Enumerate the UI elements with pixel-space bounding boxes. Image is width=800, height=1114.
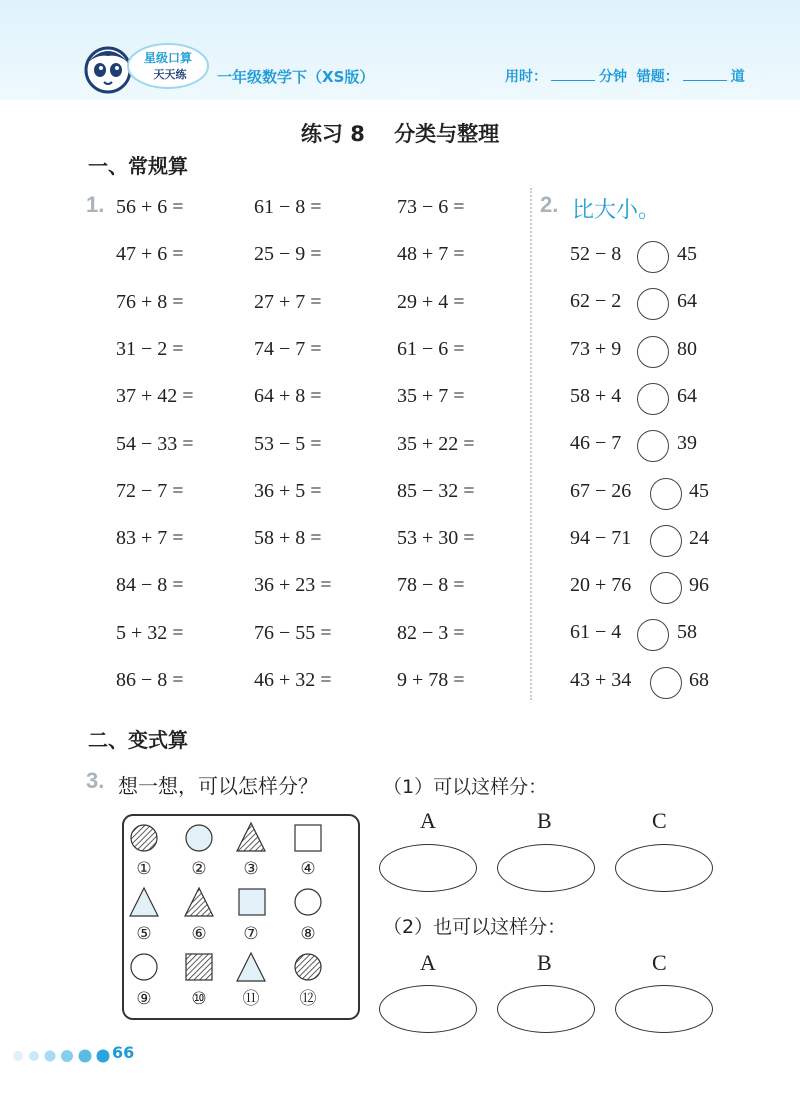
compare-left-10: 43 + 34 <box>570 669 632 691</box>
equation-r11-c3: 9 + 78 = <box>397 669 465 691</box>
equation-r5-c3: 35 + 7 = <box>397 385 465 407</box>
question-1-number: 1. <box>86 192 105 217</box>
group-label-a: A <box>420 950 436 975</box>
compare-left-2: 62 − 2 <box>570 290 622 312</box>
compare-left-5: 46 − 7 <box>570 432 622 454</box>
errors-blank[interactable] <box>683 80 727 81</box>
subquestion-1: （1）可以这样分： <box>383 776 548 798</box>
compare-circle-4[interactable] <box>637 383 669 415</box>
question-2-title: 比大小。 <box>572 198 661 223</box>
equation-r7-c2: 36 + 5 = <box>254 480 322 502</box>
page-number: 66 <box>112 1043 135 1062</box>
page-title: 练习 8 分类与整理 <box>300 122 500 146</box>
group-label-a: A <box>420 808 436 833</box>
compare-right-10: 68 <box>689 669 709 691</box>
shape-1-hatched-circle <box>131 825 157 851</box>
equation-r5-c2: 64 + 8 = <box>254 385 322 407</box>
equation-r7-c1: 72 − 7 = <box>116 480 184 502</box>
shape-label: ② <box>191 859 207 879</box>
compare-left-7: 94 − 71 <box>570 527 632 549</box>
equation-r9-c1: 84 − 8 = <box>116 574 184 596</box>
shape-label: ⑩ <box>191 989 207 1009</box>
shape-label: ⑧ <box>300 924 316 944</box>
compare-circle-8[interactable] <box>650 572 682 604</box>
shape-label: ⑨ <box>136 989 152 1009</box>
compare-left-3: 73 + 9 <box>570 338 622 360</box>
equation-r10-c3: 82 − 3 = <box>397 622 465 644</box>
time-blank[interactable] <box>551 80 595 81</box>
logo-subtitle: 天天练 <box>153 68 187 81</box>
equation-r8-c1: 83 + 7 = <box>116 527 184 549</box>
equation-r11-c2: 46 + 32 = <box>254 669 332 691</box>
equation-r4-c1: 31 − 2 = <box>116 338 184 360</box>
equation-r6-c3: 35 + 22 = <box>397 433 475 455</box>
equation-r1-c2: 61 − 8 = <box>254 196 322 218</box>
compare-right-1: 45 <box>677 243 697 265</box>
compare-left-1: 52 − 8 <box>570 243 622 265</box>
time-unit: 分钟 <box>599 69 627 85</box>
equation-r9-c3: 78 − 8 = <box>397 574 465 596</box>
equation-r7-c3: 85 − 32 = <box>397 480 475 502</box>
group-label-c: C <box>652 950 667 975</box>
equation-r1-c1: 56 + 6 = <box>116 196 184 218</box>
question-3-number: 3. <box>86 768 105 793</box>
answer-oval-1a[interactable] <box>379 844 477 892</box>
equation-r4-c2: 74 − 7 = <box>254 338 322 360</box>
errors-unit: 道 <box>730 69 745 85</box>
compare-right-4: 64 <box>677 385 697 407</box>
answer-oval-1b[interactable] <box>497 844 595 892</box>
shape-label: ⑦ <box>243 924 259 944</box>
compare-circle-5[interactable] <box>637 430 669 462</box>
equation-r6-c2: 53 − 5 = <box>254 433 322 455</box>
shape-label: ③ <box>243 859 259 879</box>
compare-circle-7[interactable] <box>650 525 682 557</box>
compare-circle-6[interactable] <box>650 478 682 510</box>
section-1-heading: 一、常规算 <box>88 154 188 178</box>
shape-8-circle <box>295 889 321 915</box>
shape-12-hatched-circle <box>295 954 321 980</box>
compare-left-9: 61 − 4 <box>570 621 622 643</box>
shape-label: ⑥ <box>191 924 207 944</box>
logo-title: 星级口算 <box>143 51 193 65</box>
book-title: 一年级数学下（XS版） <box>217 68 375 86</box>
footer-dots-decoration <box>10 1046 110 1066</box>
compare-right-3: 80 <box>677 338 697 360</box>
equation-r10-c2: 76 − 55 = <box>254 622 332 644</box>
time-errors-fields <box>505 66 745 86</box>
compare-left-8: 20 + 76 <box>570 574 632 596</box>
compare-right-7: 24 <box>689 527 709 549</box>
compare-circle-9[interactable] <box>637 619 669 651</box>
equation-r3-c1: 76 + 8 = <box>116 291 184 313</box>
time-label: 用时： <box>505 69 547 85</box>
equation-r8-c3: 53 + 30 = <box>397 527 475 549</box>
shape-label: ⑪ <box>242 989 260 1009</box>
shape-label: ⑤ <box>136 924 152 944</box>
shape-7-blue-square <box>239 889 265 915</box>
group-label-b: B <box>537 808 552 833</box>
errors-label: 错题： <box>636 69 679 85</box>
compare-right-5: 39 <box>677 432 697 454</box>
shape-10-hatched-square <box>186 954 212 980</box>
equation-r9-c2: 36 + 23 = <box>254 574 332 596</box>
compare-right-8: 96 <box>689 574 709 596</box>
question-3-text: 想一想，可以怎样分？ <box>118 774 318 798</box>
equation-r4-c3: 61 − 6 = <box>397 338 465 360</box>
compare-circle-3[interactable] <box>637 336 669 368</box>
subquestion-2: （2）也可以这样分： <box>383 916 567 938</box>
compare-left-4: 58 + 4 <box>570 385 622 407</box>
divider <box>530 188 532 700</box>
compare-right-2: 64 <box>677 290 697 312</box>
answer-oval-2b[interactable] <box>497 985 595 1033</box>
equation-r3-c3: 29 + 4 = <box>397 291 465 313</box>
answer-oval-1c[interactable] <box>615 844 713 892</box>
compare-circle-10[interactable] <box>650 667 682 699</box>
equation-r10-c1: 5 + 32 = <box>116 622 184 644</box>
group-label-b: B <box>537 950 552 975</box>
mascot-logo <box>78 40 218 100</box>
section-2-heading: 二、变式算 <box>88 728 188 752</box>
equation-r2-c2: 25 − 9 = <box>254 243 322 265</box>
shapes-box <box>118 812 364 1024</box>
shape-4-square <box>295 825 321 851</box>
compare-circle-1[interactable] <box>637 241 669 273</box>
shape-9-circle <box>131 954 157 980</box>
shape-label: ⑫ <box>299 989 317 1009</box>
equation-r3-c2: 27 + 7 = <box>254 291 322 313</box>
equation-r6-c1: 54 − 33 = <box>116 433 194 455</box>
equation-r8-c2: 58 + 8 = <box>254 527 322 549</box>
question-2-number: 2. <box>540 192 559 217</box>
group-label-c: C <box>652 808 667 833</box>
answer-oval-2c[interactable] <box>615 985 713 1033</box>
shape-2-blue-circle <box>186 825 212 851</box>
compare-left-6: 67 − 26 <box>570 480 632 502</box>
equation-r2-c1: 47 + 6 = <box>116 243 184 265</box>
equation-r2-c3: 48 + 7 = <box>397 243 465 265</box>
equation-r5-c1: 37 + 42 = <box>116 385 194 407</box>
answer-oval-2a[interactable] <box>379 985 477 1033</box>
equation-r1-c3: 73 − 6 = <box>397 196 465 218</box>
equation-r11-c1: 86 − 8 = <box>116 669 184 691</box>
shape-label: ④ <box>300 859 316 879</box>
compare-right-6: 45 <box>689 480 709 502</box>
compare-circle-2[interactable] <box>637 288 669 320</box>
compare-right-9: 58 <box>677 621 697 643</box>
shape-label: ① <box>136 859 152 879</box>
